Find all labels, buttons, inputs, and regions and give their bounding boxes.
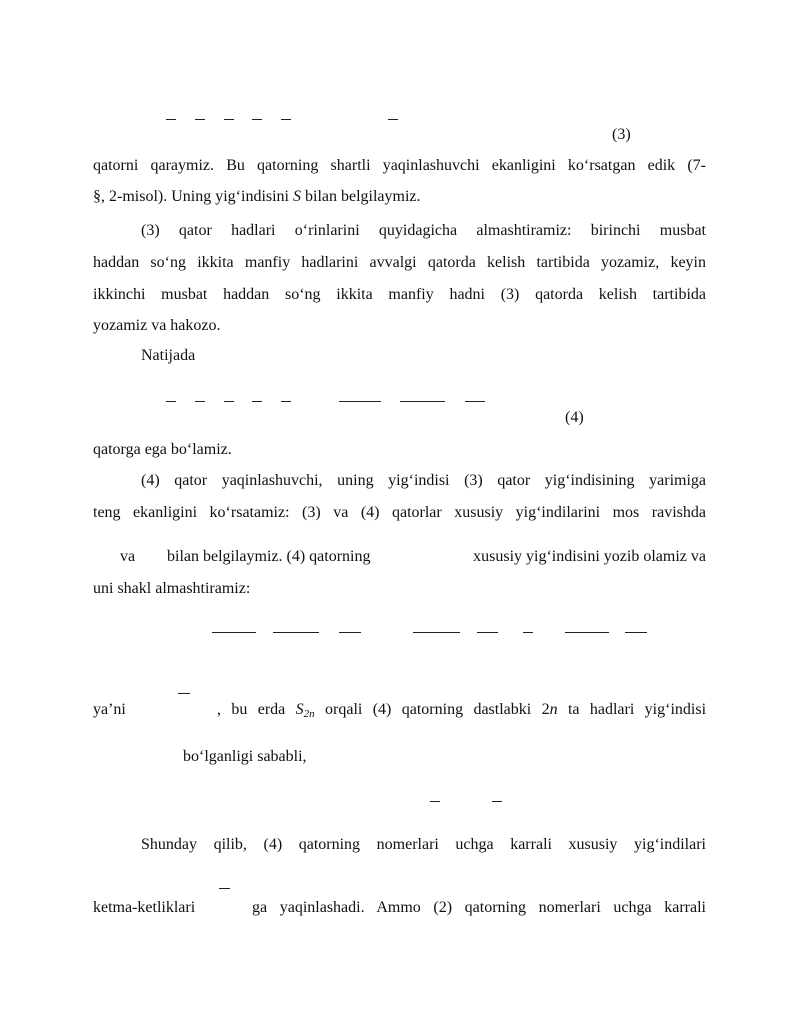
text-span: ga yaqinlashadi. Ammo (2) qatorning nomerlari uchga karrali [252,899,706,916]
fraction-bar [224,119,234,120]
fraction-bar [430,801,440,802]
fraction-bar [492,801,502,802]
fraction-bar [388,119,398,120]
text-span: bilan belgilaymiz. [301,188,421,205]
paragraph-line: uni shakl almashtiramiz: [93,580,251,597]
paragraph-line: qatorga ega bo‘lamiz. [93,441,232,458]
text-span: xususiy yig‘indisini yozib olamiz va [473,548,706,565]
fraction-bar [413,632,460,633]
text-span: va [120,548,136,565]
fraction-bar [400,401,445,402]
paragraph-line: (4) qator yaqinlashuvchi, uning yig‘indisi (3) qator yig‘indisining yarimiga [141,472,706,489]
paragraph-line [217,700,706,721]
equation-number: (4) [565,409,584,426]
paragraph-line: yozamiz va hakozo. [93,317,221,334]
fraction-bar [178,693,190,694]
fraction-bar [281,401,291,402]
fraction-bar [273,632,319,633]
equation-number: (3) [612,126,631,143]
text-span: orqali (4) qatorning dastlabki 2 [314,701,550,718]
paragraph-line [93,187,706,207]
fraction-bar [281,119,291,120]
text-span: , bu erda [217,701,296,718]
fraction-bar [219,888,230,889]
fraction-bar [224,401,234,402]
paragraph-line: Natijada [141,347,196,364]
fraction-bar [212,632,256,633]
fraction-bar [565,632,609,633]
text-span: §, 2-misol). Uning yig‘indisini [93,188,293,205]
fraction-bar [252,401,262,402]
math-variable: S [293,188,301,205]
paragraph-line: haddan so‘ng ikkita manfiy hadlarini avvalgi qatorda kelish tartibida yozamiz, keyin [93,254,706,271]
fraction-bar [465,401,485,402]
text-span: bilan belgilaymiz. (4) qatorning [167,548,371,565]
fraction-bar [339,632,361,633]
fraction-bar [477,632,498,633]
fraction-bar [166,119,176,120]
paragraph-line: teng ekanligini ko‘rsatamiz: (3) va (4) qatorlar xususiy yig‘indilarini mos ravishda [93,504,706,521]
text-span: ketma-ketliklari [93,899,196,916]
text-span: ya’ni [93,701,126,718]
fraction-bar [195,119,205,120]
fraction-bar [625,632,647,633]
paragraph-line: Shunday qilib, (4) qatorning nomerlari uchga karrali xususiy yig‘indilari [141,836,706,853]
fraction-bar [339,401,381,402]
math-variable: S [295,701,304,718]
fraction-bar [166,401,176,402]
text-span: ta hadlari yig‘indisi [557,701,707,718]
paragraph-line: ikkinchi musbat haddan so‘ng ikkita manfiy hadni (3) qatorda kelish tartibida [93,286,706,303]
paragraph-line: qatorni qaraymiz. Bu qatorning shartli yaqinlashuvchi ekanligini ko‘rsatgan edik (7- [93,157,706,174]
math-subscript: 2n [303,708,315,720]
paragraph-line: (3) qator hadlari o‘rinlarini quyidagicha almashtiramiz: birinchi musbat [141,222,706,239]
fraction-bar [523,632,533,633]
fraction-bar [195,401,205,402]
fraction-bar [252,119,262,120]
math-variable: n [549,701,558,718]
text-span: bo‘lganligi sababli, [183,748,307,765]
